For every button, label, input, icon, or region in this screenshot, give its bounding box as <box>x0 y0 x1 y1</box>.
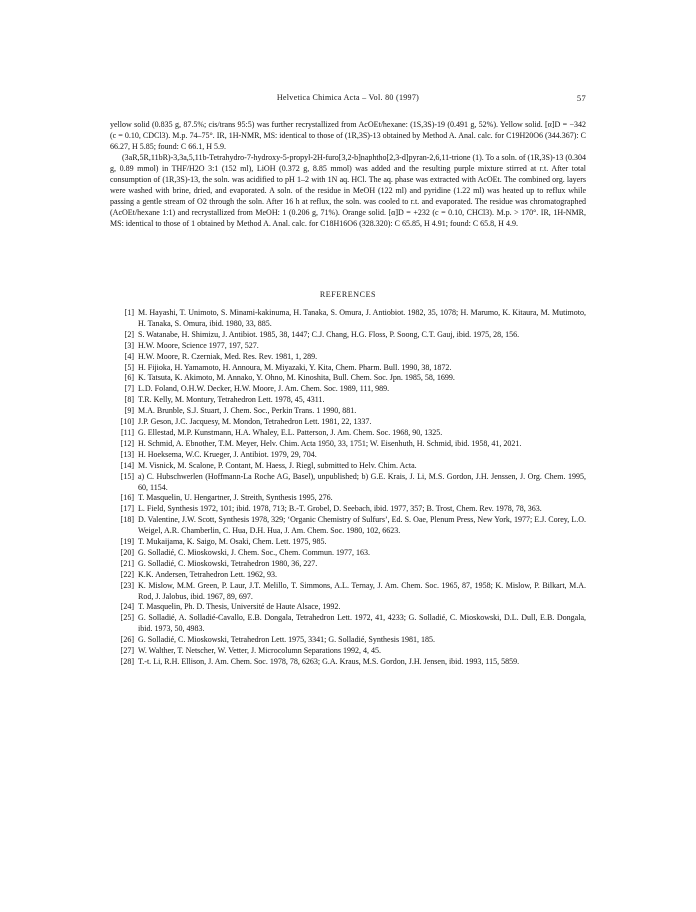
reference-number: [17] <box>120 504 134 514</box>
reference-item <box>110 384 586 395</box>
reference-text: G. Solladié, C. Mioskowski, Tetrahedron 1980, 36, 227. <box>138 558 318 568</box>
reference-text: G. Solladié, C. Mioskowski, Tetrahedron Lett. 1975, 3341; G. Solladié, Synthesis 1981, 185. <box>138 635 436 645</box>
reference-text: G. Solladié, A. Solladié-Cavallo, E.B. Dongala, Tetrahedron Lett. 1972, 41, 4233; G. Solladié, C. Mioskowski, D.L. Dull, E.B. Dongala, ibid. 1973, 50, 4983. <box>138 613 586 634</box>
reference-number: [5] <box>124 362 134 372</box>
reference-text: W. Walther, T. Netscher, W. Vetter, J. Microcolumn Separations 1992, 4, 45. <box>138 646 382 656</box>
reference-number: [22] <box>120 569 134 579</box>
reference-text: G. Ellestad, M.P. Kunstmann, H.A. Whaley, E.L. Patterson, J. Am. Chem. Soc. 1968, 90, 1325. <box>138 427 443 437</box>
reference-item <box>110 548 586 559</box>
reference-item <box>110 439 586 450</box>
reference-item <box>110 515 586 537</box>
reference-text: H. Hoeksema, W.C. Krueger, J. Antibiot. 1979, 29, 704. <box>138 449 317 459</box>
reference-text: T.R. Kelly, M. Montury, Tetrahedron Lett. 1978, 45, 4311. <box>138 395 325 405</box>
reference-number: [11] <box>120 427 134 437</box>
reference-number: [25] <box>120 613 134 623</box>
reference-number: [7] <box>124 384 134 394</box>
reference-item <box>110 450 586 461</box>
reference-text: H. Fijioka, H. Yamamoto, H. Annoura, M. Miyazaki, Y. Kita, Chem. Pharm. Bull. 1990, 38, 1872. <box>138 362 452 372</box>
reference-item <box>110 504 586 515</box>
reference-number: [21] <box>120 558 134 568</box>
reference-number: [12] <box>120 438 134 448</box>
paragraph-compound-1: (3aR,5R,11bR)-3,3a,5,11b-Tetrahydro-7-hydroxy-5-propyl-2H-furo[3,2-b]naphtho[2,3-d]pyran-2,6,11-trione (1). To a soln. of (1R,3S)-13 (0.304 g, 0.89 mmol) in THF/H2O 3:1 (152 ml), LiOH (0.372 g, 8.85 mmol) was added and the resulting purple mixture stirred at r.t. After total consumption of (1R,3S)-13, the soln. was acidified to pH 1–2 with 1N aq. HCl. The aq. phase was extracted with AcOEt. The combined org. layers were washed with brine, dried, and evaporated. A soln. of the residue in MeOH (122 ml) and pyridine (1.22 ml) was heated up to reflux while passing a gentle stream of O2 through the soln. After 16 h at reflux, the soln. was cooled to r.t. and evaporated. The residue was chromatographed (AcOEt/hexane 1:1) and recrystallized from MeOH: 1 (0.206 g, 71%). Orange solid. [α]D = +232 (c = 0.10, CHCl3). M.p. > 170°. IR, 1H-NMR, MS: identical to those of 1 obtained by Method A. Anal. calc. for C18H16O6 (328.320): C 65.85, H 4.91; found: C 65.8, H 4.9. <box>110 153 586 228</box>
reference-number: [27] <box>120 646 134 656</box>
reference-text: K. Mislow, M.M. Green, P. Laur, J.T. Melillo, T. Simmons, A.L. Ternay, J. Am. Chem. Soc. 1965, 87, 1958; K. Mislow, P. Bilkart, M.A. Rod, J. Jalobus, ibid. 1967, 89, 697. <box>138 580 586 601</box>
reference-number: [3] <box>124 340 134 350</box>
reference-number: [2] <box>124 329 134 339</box>
reference-item <box>110 493 586 504</box>
reference-text: K.K. Andersen, Tetrahedron Lett. 1962, 93. <box>138 569 278 579</box>
reference-text: T. Masquelin, U. Hengartner, J. Streith, Synthesis 1995, 276. <box>138 493 333 503</box>
reference-item <box>110 395 586 406</box>
references-list <box>110 308 586 668</box>
reference-number: [24] <box>120 602 134 612</box>
reference-text: D. Valentine, J.W. Scott, Synthesis 1978, 329; ‘Organic Chemistry of Sulfurs’, Ed. S. Oae, Plenum Press, New York, 1977; E.J. Corey, L.O. Weigel, A.R. Chamberlin, C. Hua, D.H. Hua, J. Am. Chem. Soc. 1980, 102, 6623. <box>138 515 586 536</box>
reference-text: T.-t. Li, R.H. Ellison, J. Am. Chem. Soc. 1978, 78, 6263; G.A. Kraus, M.S. Gordon, J.H. Jensen, ibid. 1993, 115, 5859. <box>138 657 520 666</box>
reference-text: L.D. Foland, O.H.W. Decker, H.W. Moore, J. Am. Chem. Soc. 1989, 111, 989. <box>138 384 390 394</box>
reference-text: G. Solladié, C. Mioskowski, J. Chem. Soc., Chem. Commun. 1977, 163. <box>138 547 371 557</box>
reference-text: L. Field, Synthesis 1972, 101; ibid. 1978, 713; B.-T. Grobel, D. Seebach, ibid. 1977, 357; B. Trost, Chem. Rev. 1978, 78, 363. <box>138 504 542 514</box>
reference-item <box>110 559 586 570</box>
running-header <box>110 93 586 107</box>
reference-text: a) C. Hubschwerlen (Hoffmann-La Roche AG, Basel), unpublished; b) G.E. Krais, J. Li, M.S. Gordon, J.H. Jenssen, J. Org. Chem. 1995, 60, 1154. <box>138 471 586 492</box>
reference-text: H.W. Moore, R. Czerniak, Med. Res. Rev. 1981, 1, 289. <box>138 351 318 361</box>
journal-title: Helvetica Chimica Acta – Vol. 80 (1997) <box>276 93 420 102</box>
reference-item <box>110 308 586 330</box>
reference-item <box>110 657 586 668</box>
reference-text: T. Mukaijama, K. Saigo, M. Osaki, Chem. Lett. 1975, 985. <box>138 537 327 547</box>
reference-text: K. Tatsuta, K. Akimoto, M. Annako, Y. Ohno, M. Kinoshita, Bull. Chem. Soc. Jpn. 1985, 58, 1699. <box>138 373 455 383</box>
reference-item <box>110 646 586 657</box>
reference-item <box>110 352 586 363</box>
reference-number: [18] <box>120 515 134 525</box>
reference-number: [8] <box>124 395 134 405</box>
reference-item <box>110 581 586 603</box>
experimental-text <box>110 119 586 229</box>
reference-item <box>110 341 586 352</box>
reference-text: M. Visnick, M. Scalone, P. Contant, M. Haess, J. Riegl, submitted to Helv. Chim. Acta. <box>138 460 417 470</box>
reference-text: M.A. Brunble, S.J. Stuart, J. Chem. Soc., Perkin Trans. 1 1990, 881. <box>138 406 357 416</box>
reference-number: [20] <box>120 547 134 557</box>
reference-number: [23] <box>120 580 134 590</box>
reference-number: [4] <box>124 351 134 361</box>
reference-item <box>110 428 586 439</box>
reference-number: [9] <box>124 406 134 416</box>
page-number: 57 <box>576 93 586 103</box>
reference-number: [10] <box>120 417 134 427</box>
reference-item <box>110 570 586 581</box>
reference-item <box>110 417 586 428</box>
reference-item <box>110 330 586 341</box>
reference-number: [28] <box>120 657 134 666</box>
reference-number: [15] <box>120 471 134 481</box>
reference-number: [6] <box>124 373 134 383</box>
reference-text: H. Schmid, A. Ebnother, T.M. Meyer, Helv. Chim. Acta 1950, 33, 1751; W. Eisenhuth, H. Schmid, ibid. 1958, 41, 2021. <box>138 438 522 448</box>
reference-item <box>110 635 586 646</box>
reference-item <box>110 461 586 472</box>
reference-text: J.P. Geson, J.C. Jacquesy, M. Mondon, Tetrahedron Lett. 1981, 22, 1337. <box>138 417 372 427</box>
paragraph-continuation: yellow solid (0.835 g, 87.5%; cis/trans 95:5) was further recrystallized from AcOEt/hexane: (1S,3S)-19 (0.491 g, 52%). Yellow solid. [α]D = −342 (c = 0.10, CDCl3). M.p. 74–75°. IR, 1H-NMR, MS: identical to those of (1R,3S)-13 obtained by Method A. Anal. calc. for C19H20O6 (344.367): C 66.27, H 5.85; found: C 66.1, H 5.9. <box>110 120 586 151</box>
reference-item <box>110 537 586 548</box>
reference-item <box>110 472 586 494</box>
reference-item <box>110 363 586 374</box>
reference-number: [1] <box>124 308 134 317</box>
reference-text: M. Hayashi, T. Unimoto, S. Minami-kakinuma, H. Tanaka, S. Omura, J. Antiobiot. 1982, 35, 1078; H. Marumo, K. Kitaura, M. Mutimoto, H. Tanaka, S. Omura, ibid. 1980, 33, 885. <box>138 308 586 328</box>
reference-number: [13] <box>120 449 134 459</box>
journal-page <box>110 93 586 668</box>
reference-item <box>110 406 586 417</box>
reference-number: [19] <box>120 537 134 547</box>
reference-number: [14] <box>120 460 134 470</box>
reference-text: T. Masquelin, Ph. D. Thesis, Université de Haute Alsace, 1992. <box>138 602 341 612</box>
reference-text: S. Watanabe, H. Shimizu, J. Antibiot. 1985, 38, 1447; C.J. Chang, H.G. Floss, P. Soong, C.T. Gauj, ibid. 1975, 28, 156. <box>138 329 520 339</box>
reference-item <box>110 602 586 613</box>
reference-item <box>110 613 586 635</box>
reference-text: H.W. Moore, Science 1977, 197, 527. <box>138 340 259 350</box>
reference-item <box>110 373 586 384</box>
references-heading: REFERENCES <box>319 290 377 299</box>
reference-number: [16] <box>120 493 134 503</box>
reference-number: [26] <box>120 635 134 645</box>
